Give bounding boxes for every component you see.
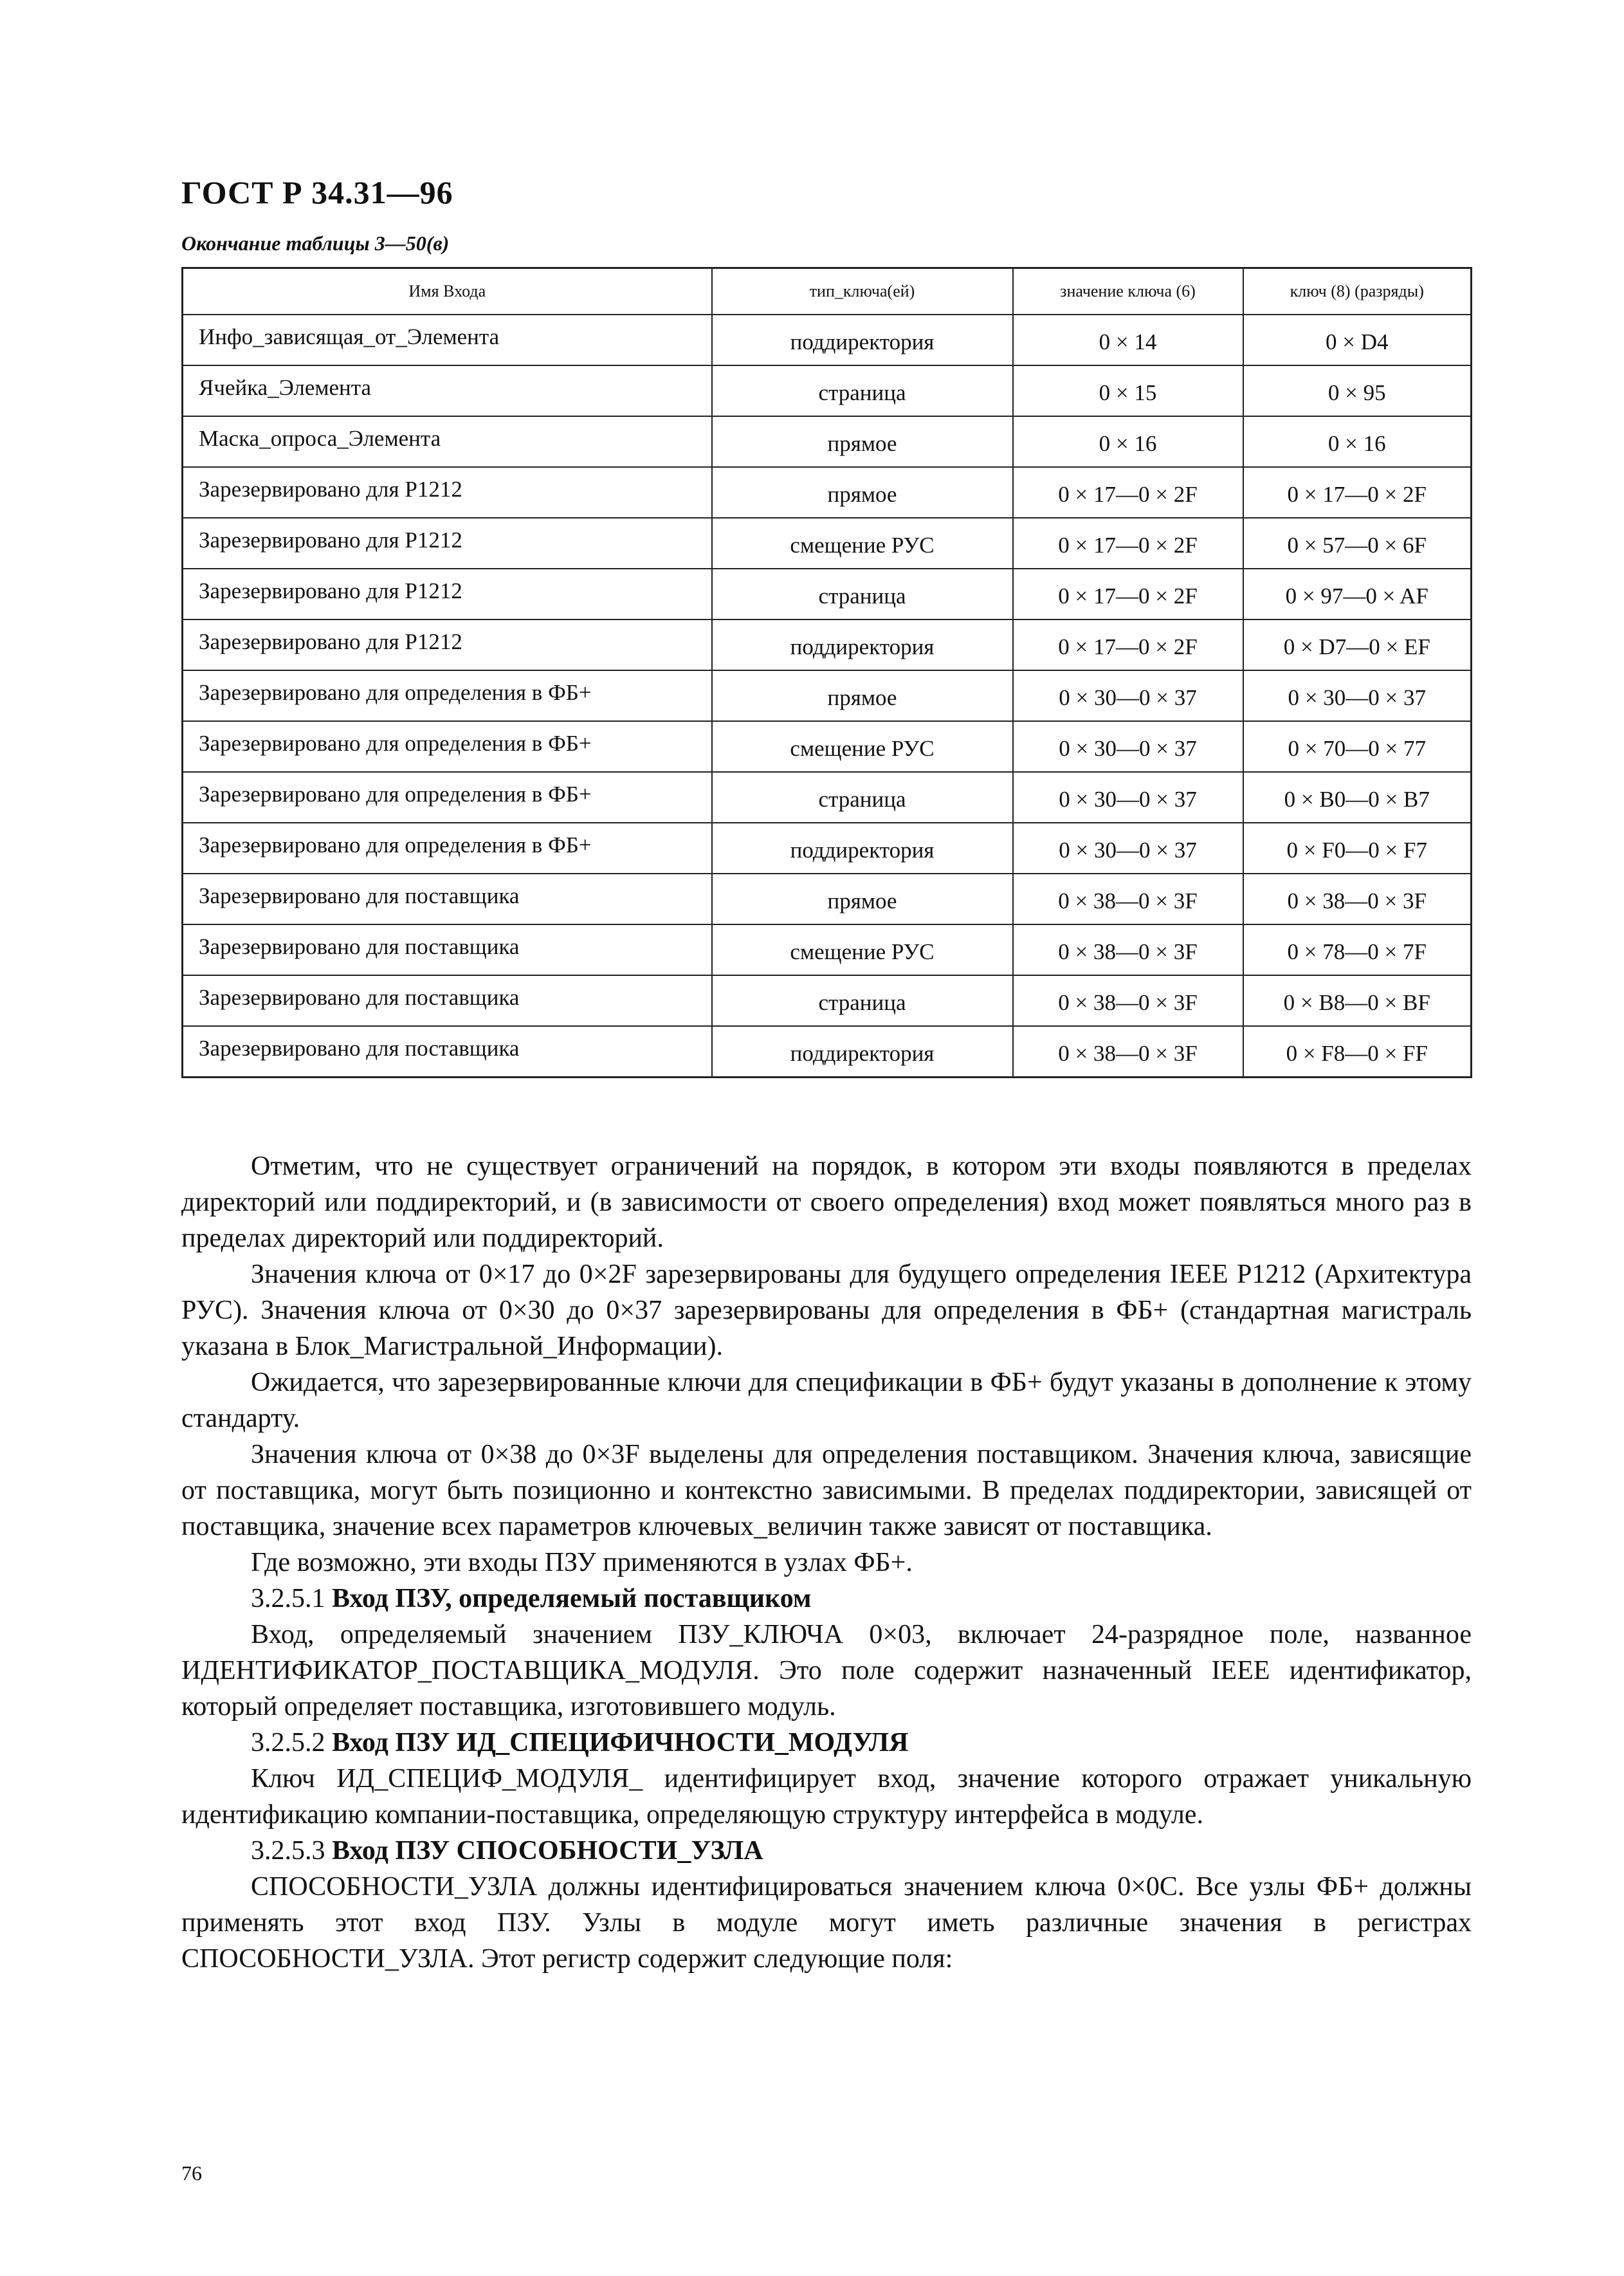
section-heading-3-2-5-3 (181, 1833, 1472, 1869)
entry-name-cell: Зарезервировано для P1212 (183, 619, 712, 670)
key-type-cell: поддиректория (712, 619, 1013, 670)
key-value-cell: 0 × 17—0 × 2F (1013, 619, 1243, 670)
key-bits-cell: 0 × 78—0 × 7F (1243, 924, 1472, 975)
key-bits-cell: 0 × F8—0 × FF (1243, 1026, 1472, 1077)
entry-name-cell: Зарезервировано для поставщика (183, 924, 712, 975)
table-header-row (183, 268, 1472, 315)
table-row (183, 1026, 1472, 1077)
entry-name-cell: Зарезервировано для определения в ФБ+ (183, 823, 712, 874)
key-type-cell: прямое (712, 416, 1013, 467)
table-row (183, 467, 1472, 518)
key-bits-cell: 0 × 70—0 × 77 (1243, 721, 1472, 772)
key-type-cell: смещение РУС (712, 721, 1013, 772)
section-title: Вход ПЗУ, определяемый поставщиком (332, 1584, 812, 1613)
table-caption: Окончание таблицы 3—50(в) (181, 232, 450, 255)
entry-name-cell: Зарезервировано для определения в ФБ+ (183, 670, 712, 721)
paragraph: Отметим, что не существует ограничений на порядок, в котором эти входы появляются в пределах директорий или поддиректорий, и (в зависимости от своего определения) вход может появляться много раз в пределах директорий или поддиректорий. (181, 1152, 1472, 1253)
key-value-cell: 0 × 38—0 × 3F (1013, 874, 1243, 924)
key-type-cell: поддиректория (712, 1026, 1013, 1077)
column-header: тип_ключа(ей) (712, 268, 1013, 315)
section-heading-3-2-5-2 (181, 1725, 1472, 1761)
key-type-cell: страница (712, 569, 1013, 619)
key-bits-cell: 0 × D7—0 × EF (1243, 619, 1472, 670)
key-bits-cell: 0 × 95 (1243, 365, 1472, 416)
document-id: ГОСТ Р 34.31—96 (181, 174, 453, 210)
key-value-cell: 0 × 30—0 × 37 (1013, 772, 1243, 823)
table-row (183, 874, 1472, 924)
paragraph: Значения ключа от 0×38 до 0×3F выделены для определения поставщиком. Значения ключа, зависящие от поставщика, могут быть позиционно и контекстно зависимыми. В пределах поддиректории, зависящей от поставщика, значение всех параметров ключевых_величин также зависят от поставщика. (181, 1440, 1472, 1541)
column-header: ключ (8) (разряды) (1243, 268, 1472, 315)
table-row (183, 823, 1472, 874)
entry-name-cell: Зарезервировано для P1212 (183, 569, 712, 619)
key-bits-cell: 0 × F0—0 × F7 (1243, 823, 1472, 874)
paragraph: Значения ключа от 0×17 до 0×2F зарезервированы для будущего определения IEEE P1212 (Архитектура РУС). Значения ключа от 0×30 до 0×37 зарезервированы для определения в ФБ+ (стандартная магистраль указана в Блок_Магистральной_Информации). (181, 1260, 1472, 1361)
entry-name-cell: Маска_опроса_Элемента (183, 416, 712, 467)
key-type-cell: страница (712, 975, 1013, 1026)
table-row (183, 772, 1472, 823)
key-type-cell: поддиректория (712, 823, 1013, 874)
rom-entries-table (181, 267, 1472, 1078)
column-header: значение ключа (6) (1013, 268, 1243, 315)
entry-name-cell: Зарезервировано для определения в ФБ+ (183, 721, 712, 772)
entry-name-cell: Зарезервировано для P1212 (183, 518, 712, 569)
key-value-cell: 0 × 15 (1013, 365, 1243, 416)
key-bits-cell: 0 × B8—0 × BF (1243, 975, 1472, 1026)
key-type-cell: прямое (712, 670, 1013, 721)
key-type-cell: смещение РУС (712, 518, 1013, 569)
paragraph: СПОСОБНОСТИ_УЗЛА должны идентифицироваться значением ключа 0×0С. Все узлы ФБ+ должны применять этот вход ПЗУ. Узлы в модуле могут иметь различные значения в регистрах СПОСОБНОСТИ_УЗЛА. Этот регистр содержит следующие поля: (181, 1872, 1472, 1974)
key-value-cell: 0 × 38—0 × 3F (1013, 975, 1243, 1026)
key-value-cell: 0 × 17—0 × 2F (1013, 569, 1243, 619)
key-bits-cell: 0 × D4 (1243, 315, 1472, 365)
key-type-cell: прямое (712, 467, 1013, 518)
table-row (183, 924, 1472, 975)
key-value-cell: 0 × 14 (1013, 315, 1243, 365)
entry-name-cell: Зарезервировано для поставщика (183, 874, 712, 924)
entry-name-cell: Ячейка_Элемента (183, 365, 712, 416)
key-type-cell: страница (712, 365, 1013, 416)
key-bits-cell: 0 × B0—0 × B7 (1243, 772, 1472, 823)
key-value-cell: 0 × 30—0 × 37 (1013, 721, 1243, 772)
section-number: 3.2.5.2 (251, 1728, 325, 1757)
key-value-cell: 0 × 30—0 × 37 (1013, 823, 1243, 874)
entry-name-cell: Зарезервировано для P1212 (183, 467, 712, 518)
key-value-cell: 0 × 30—0 × 37 (1013, 670, 1243, 721)
body-text (181, 1148, 1472, 1977)
key-bits-cell: 0 × 57—0 × 6F (1243, 518, 1472, 569)
section-title: Вход ПЗУ СПОСОБНОСТИ_УЗЛА (332, 1836, 763, 1866)
entry-name-cell: Зарезервировано для поставщика (183, 1026, 712, 1077)
column-header: Имя Входа (183, 268, 712, 315)
table-row (183, 315, 1472, 365)
section-number: 3.2.5.3 (251, 1836, 325, 1866)
table-row (183, 975, 1472, 1026)
key-type-cell: поддиректория (712, 315, 1013, 365)
paragraph: Ожидается, что зарезервированные ключи для спецификации в ФБ+ будут указаны в дополнение к этому стандарту. (181, 1368, 1472, 1433)
key-value-cell: 0 × 38—0 × 3F (1013, 1026, 1243, 1077)
table-row (183, 569, 1472, 619)
table-row (183, 416, 1472, 467)
entry-name-cell: Зарезервировано для поставщика (183, 975, 712, 1026)
section-heading-3-2-5-1 (181, 1581, 1472, 1617)
key-type-cell: смещение РУС (712, 924, 1013, 975)
key-bits-cell: 0 × 30—0 × 37 (1243, 670, 1472, 721)
entry-name-cell: Зарезервировано для определения в ФБ+ (183, 772, 712, 823)
key-value-cell: 0 × 17—0 × 2F (1013, 518, 1243, 569)
table-row (183, 721, 1472, 772)
paragraph: Где возможно, эти входы ПЗУ применяются в узлах ФБ+. (251, 1548, 913, 1577)
key-bits-cell: 0 × 16 (1243, 416, 1472, 467)
section-number: 3.2.5.1 (251, 1584, 325, 1613)
key-bits-cell: 0 × 38—0 × 3F (1243, 874, 1472, 924)
table-row (183, 619, 1472, 670)
key-value-cell: 0 × 17—0 × 2F (1013, 467, 1243, 518)
table-row (183, 365, 1472, 416)
paragraph: Вход, определяемый значением ПЗУ_КЛЮЧА 0×03, включает 24-разрядное поле, названное ИДЕНТИФИКАТОР_ПОСТАВЩИКА_МОДУЛЯ. Это поле содержит назначенный IEEE идентификатор, который определяет поставщика, изготовившего модуль. (181, 1620, 1472, 1721)
page-number: 76 (181, 2161, 202, 2185)
entry-name-cell: Инфо_зависящая_от_Элемента (183, 315, 712, 365)
key-value-cell: 0 × 16 (1013, 416, 1243, 467)
key-type-cell: прямое (712, 874, 1013, 924)
table-row (183, 670, 1472, 721)
key-type-cell: страница (712, 772, 1013, 823)
key-value-cell: 0 × 38—0 × 3F (1013, 924, 1243, 975)
paragraph: Ключ ИД_СПЕЦИФ_МОДУЛЯ_ идентифицирует вход, значение которого отражает уникальную идентификацию компании-поставщика, определяющую структуру интерфейса в модуле. (181, 1764, 1472, 1830)
key-bits-cell: 0 × 97—0 × AF (1243, 569, 1472, 619)
section-title: Вход ПЗУ ИД_СПЕЦИФИЧНОСТИ_МОДУЛЯ (332, 1728, 909, 1757)
key-bits-cell: 0 × 17—0 × 2F (1243, 467, 1472, 518)
table-row (183, 518, 1472, 569)
